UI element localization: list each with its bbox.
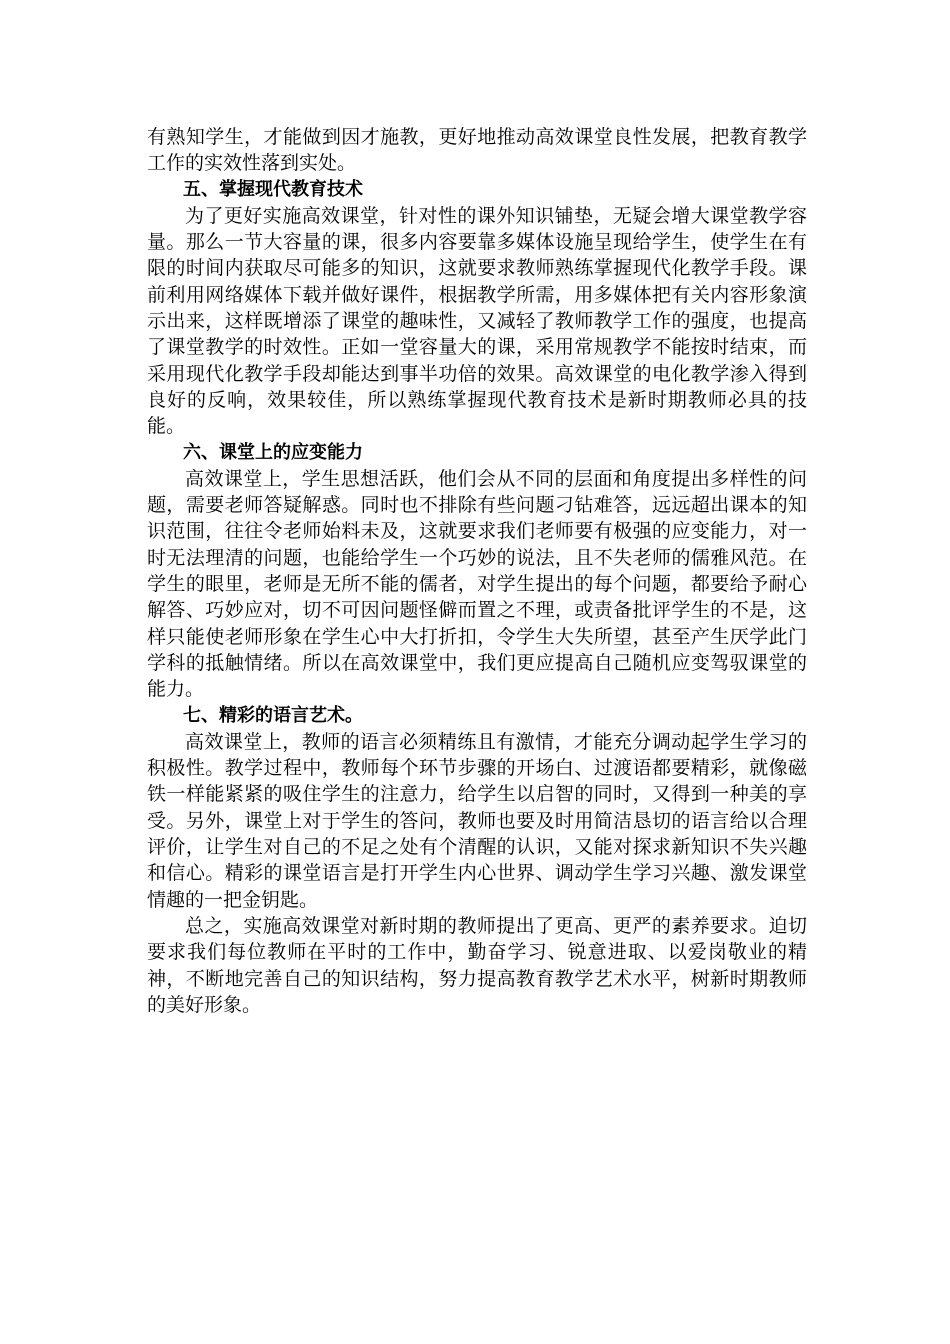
section-body-7: 高效课堂上，教师的语言必须精练且有激情，才能充分调动起学生学习的积极性。教学过程中，教师每个环节步骤的开场白、过渡语都要精彩，就像磁铁一样能紧紧的吸住学生的注意力，给学生以启智的同时，又得到一种美的享受。另外，课堂上对于学生的答问，教师也要及时用简洁恳切的语言给以合理评价，让学生对自己的不足之处有个清醒的认识，又能对探求新知识不失兴趣和信心。精彩的课堂语言是打开学生内心世界、调动学生学习兴趣、激发课堂情趣的一把金钥匙。 xyxy=(147,730,807,911)
conclusion-paragraph: 总之，实施高效课堂对新时期的教师提出了更高、更严的素养要求。迫切要求我们每位教师在平时的工作中，勤奋学习、锐意进取、以爱岗敬业的精神，不断地完善自己的知识结构，努力提高教育教学艺术水平，树新时期教师的美好形象。 xyxy=(147,914,807,1016)
intro-paragraph: 有熟知学生，才能做到因才施教，更好地推动高效课堂良性发展，把教育教学工作的实效性落到实处。 xyxy=(147,126,807,175)
section-heading-5: 五、掌握现代教育技术 xyxy=(183,178,363,200)
document-page xyxy=(147,124,807,1018)
section-heading-6: 六、课堂上的应变能力 xyxy=(183,441,363,463)
section-heading-7: 七、精彩的语言艺术。 xyxy=(183,704,363,726)
section-body-5: 为了更好实施高效课堂，针对性的课外知识铺垫，无疑会增大课堂教学容量。那么一节大容量的课，很多内容要靠多媒体设施呈现给学生，使学生在有限的时间内获取尽可能多的知识，这就要求教师熟练掌握现代化教学手段。课前利用网络媒体下载并做好课件，根据教学所需，用多媒体把有关内容形象演示出来，这样既增添了课堂的趣味性，又减轻了教师教学工作的强度，也提高了课堂教学的时效性。正如一堂容量大的课，采用常规教学不能按时结束，而采用现代化教学手段却能达到事半功倍的效果。高效课堂的电化教学渗入得到良好的反响，效果较佳，所以熟练掌握现代教育技术是新时期教师必具的技能。 xyxy=(147,204,807,438)
section-body-6: 高效课堂上，学生思想活跃，他们会从不同的层面和角度提出多样性的问题，需要老师答疑解惑。同时也不排除有些问题刁钻难答，远远超出课本的知识范围，往往令老师始料未及，这就要求我们老师要有极强的应变能力，对一时无法理清的问题，也能给学生一个巧妙的说法，且不失老师的儒雅风范。在学生的眼里，老师是无所不能的儒者，对学生提出的每个问题，都要给予耐心解答、巧妙应对，切不可因问题怪僻而置之不理，或责备批评学生的不是，这样只能使老师形象在学生心中大打折扣，令学生大失所望，甚至产生厌学此门学科的抵触情绪。所以在高效课堂中，我们更应提高自己随机应变驾驭课堂的能力。 xyxy=(147,467,807,701)
